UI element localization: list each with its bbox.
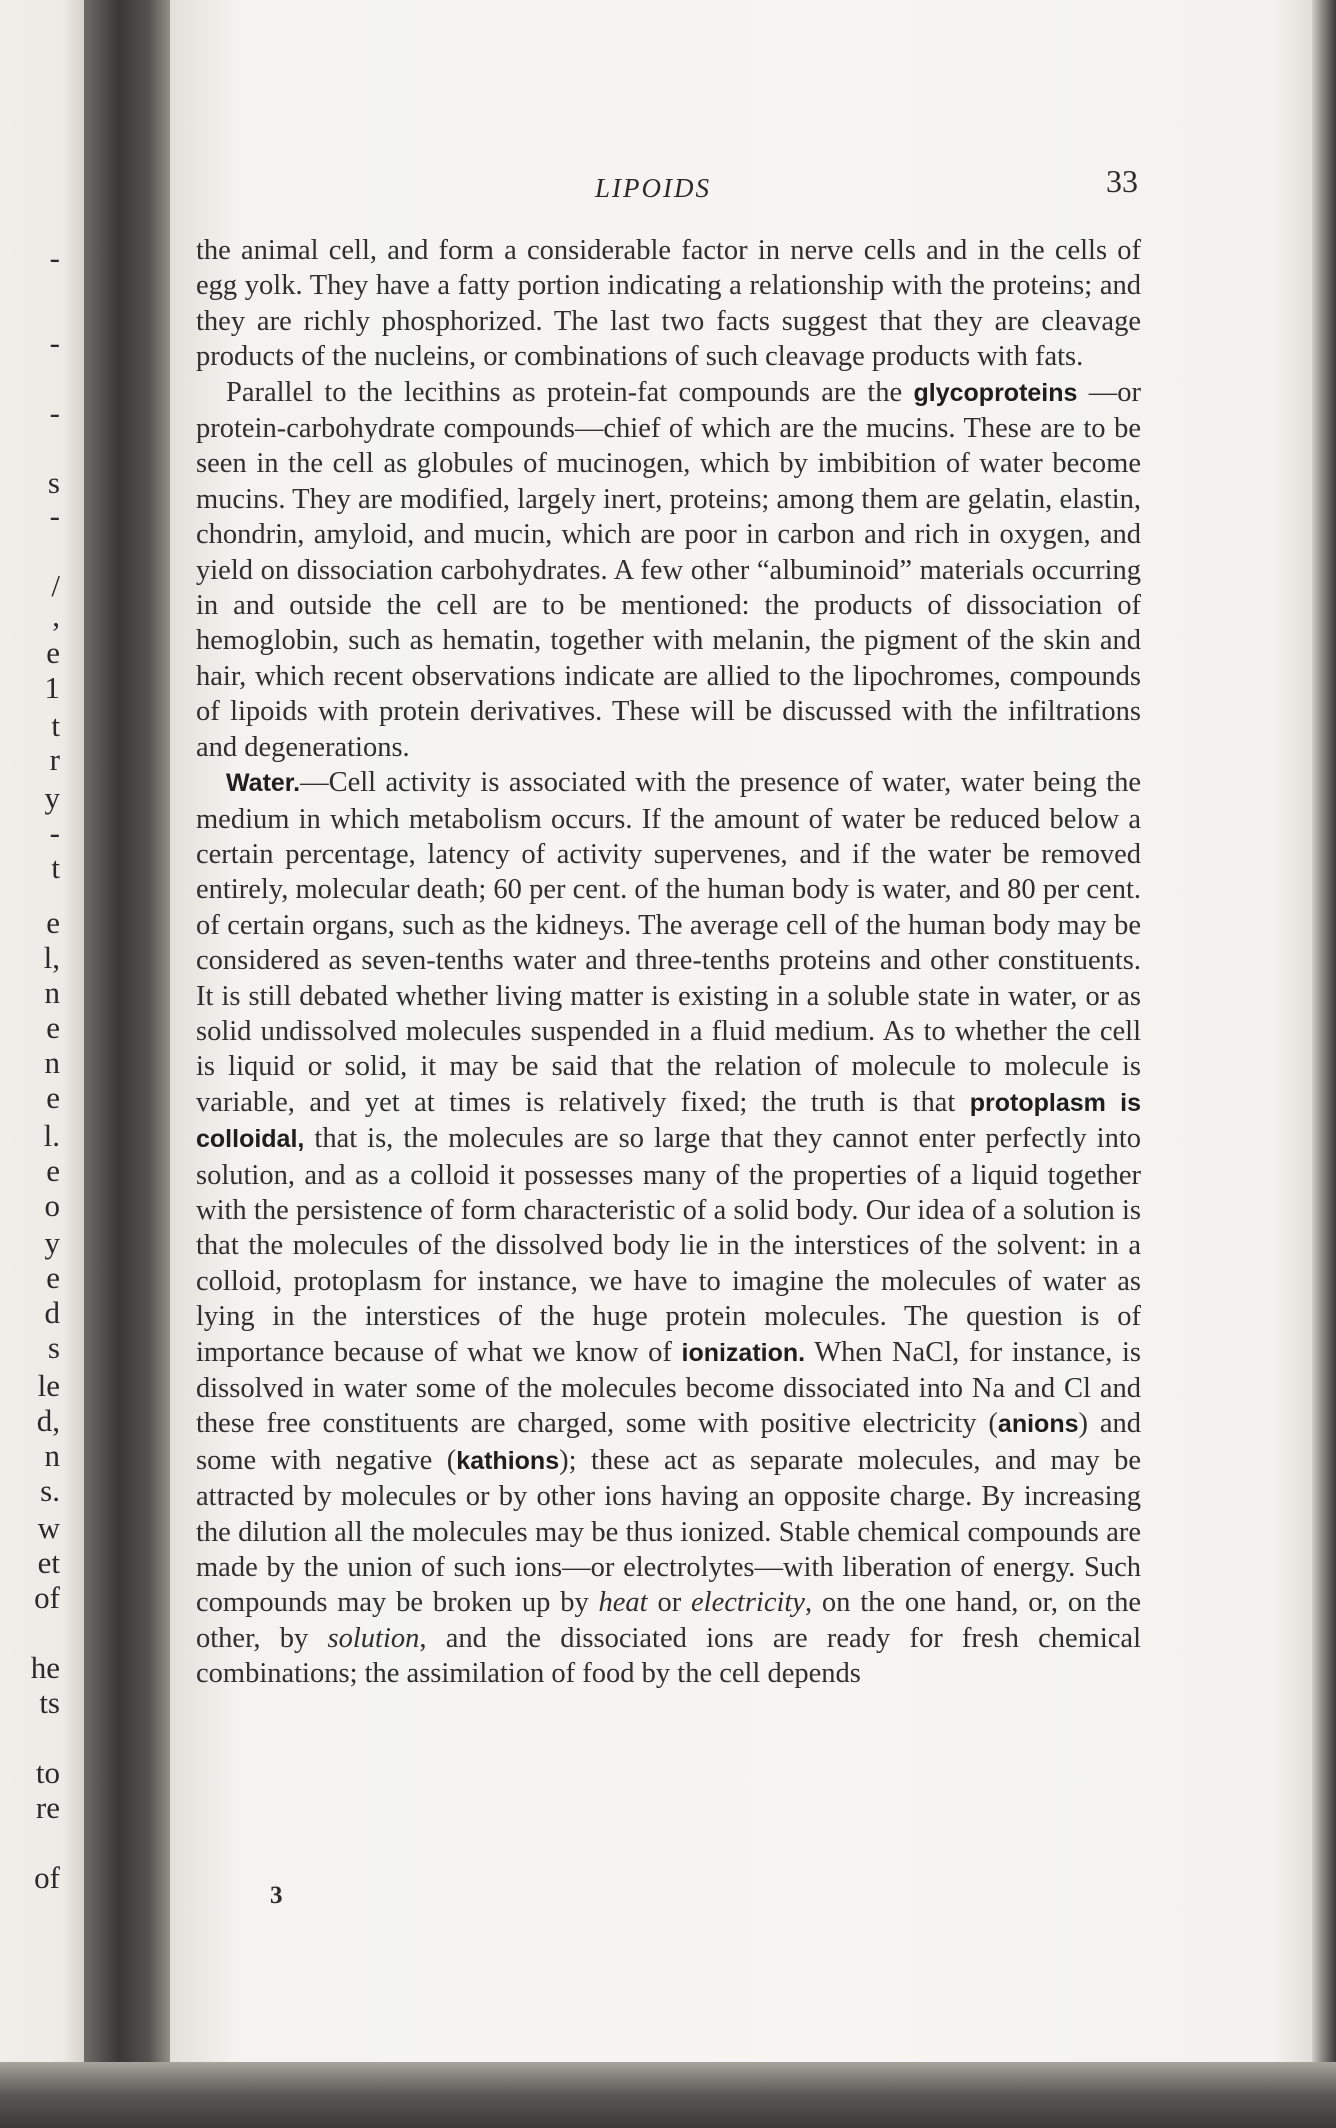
previous-page-fragment: n <box>44 1045 60 1080</box>
paragraph-3-text-f: When NaCl, for instance, is dissolved in water some of the molecules become dissociated into Na and Cl and these free constituents are charged, some with positive electricity ( <box>196 1336 1141 1440</box>
body-text <box>196 233 1141 1692</box>
previous-page-fragment: y <box>44 780 60 815</box>
previous-page-fragment: l, <box>43 940 60 975</box>
previous-page-fragment: / <box>51 568 60 603</box>
running-head: LIPOIDS <box>595 173 711 203</box>
page-right-edge <box>1312 0 1336 2128</box>
paragraph-2 <box>196 375 1141 765</box>
previous-page-fragment: - <box>49 240 60 275</box>
previous-page-fragment: re <box>35 1790 60 1825</box>
paragraph-3-text-j: ); these act as separate molecules, and may be attracted by molecules or by other ions having an opposite charge. By increasing the dilution all the molecules may be thus ionized. Stable chemical compounds are made by the union of such ions—or electrolytes—with liberation of energy. Such compounds may be broken up by <box>196 1444 1141 1619</box>
previous-page-fragment: 1 <box>44 670 60 705</box>
previous-page-fragment: s <box>47 465 60 500</box>
previous-page-fragment: y <box>44 1225 60 1260</box>
previous-page-fragment: - <box>49 815 60 850</box>
term-electricity: electricity <box>691 1587 805 1619</box>
paragraph-3-text-p: , and the dissociated ions are ready for fresh chemical combinations; the assimilation of food by the cell depends <box>196 1622 1142 1690</box>
term-ionization: ionization. <box>681 1338 806 1367</box>
paragraph-3-text-l: or <box>647 1587 692 1619</box>
previous-page-fragment: o <box>44 1188 60 1223</box>
previous-page-fragment: - <box>49 498 60 533</box>
previous-page-fragment: of <box>34 1580 60 1615</box>
previous-page-fragment: e <box>46 1080 60 1115</box>
previous-page-fragment: e <box>46 905 60 940</box>
previous-page-fragment: d, <box>36 1403 60 1438</box>
page-number: 33 <box>1106 163 1138 199</box>
previous-page-fragment: l. <box>43 1118 60 1153</box>
scan-bottom-edge <box>0 2062 1336 2128</box>
paragraph-2-text-c: —or protein-carbohydrate compounds—chief of which are the mucins. These are to be seen in the cell as globules of mucinogen, which by imbibition of water become mucins. They are modified, largely inert, proteins; among them are gelatin, elastin, chondrin, amyloid, and mucin, which are poor in carbon and rich in oxygen, and yield on dissociation carbohydrates. A few other “albuminoid” materials occurring in and outside the cell are to be mentioned: the products of dissociation of hemoglobin, such as hematin, together with melanin, the pigment of the skin and hair, which recent observations indicate are allied to the lipochromes, compounds of lipoids with protein derivatives. These will be discussed with the infiltrations and degenerations. <box>196 376 1141 763</box>
signature-mark: 3 <box>270 1882 283 1909</box>
paragraph-3-text-n: , on the one hand, or, on the other, by <box>196 1587 1141 1654</box>
previous-page-fragment: e <box>46 1010 60 1045</box>
previous-page-fragment: w <box>37 1510 60 1545</box>
term-solution: solution <box>327 1622 420 1654</box>
previous-page-fragment: e <box>46 1153 60 1188</box>
previous-page-fragment: r <box>49 742 60 777</box>
paragraph-3-text-b: —Cell activity is associated with the presence of water, water being the medium in which metabolism occurs. If the amount of water be reduced below a certain percentage, latency of activity supervenes, and if the water be removed entirely, molecular death; 60 per cent. of the human body is water, and 80 per cent. of certain organs, such as the kidneys. The average cell of the human body may be considered as seven-tenths water and three-tenths proteins and other constituents. It is still debated whether living matter is existing in a soluble state in water, or as solid undissolved molecules suspended in a fluid medium. As to whether the cell is liquid or solid, it may be said that the relation of molecule to molecule is variable, and yet at times is relatively fixed; the truth is that <box>196 767 1141 1118</box>
previous-page-fragment: n <box>44 1438 60 1473</box>
previous-page-fragment: t <box>51 850 60 885</box>
term-glycoproteins: glycoproteins <box>913 378 1078 407</box>
previous-page-fragment: t <box>51 708 60 743</box>
previous-page-fragment: le <box>37 1368 60 1403</box>
previous-page-fragment: s. <box>40 1473 60 1508</box>
previous-page-fragment: of <box>34 1860 60 1895</box>
paragraph-3-text-h: ) and some with negative ( <box>196 1408 1142 1476</box>
paragraph-2-text-a: Parallel to the lecithins as protein-fat compounds are the <box>226 376 914 408</box>
previous-page-fragment: s <box>47 1330 60 1365</box>
previous-page-fragment: e <box>46 1260 60 1295</box>
previous-page-fragment: et <box>37 1545 60 1580</box>
previous-page-fragment: - <box>49 325 60 360</box>
previous-page-fragment: n <box>44 975 60 1010</box>
previous-page-fragment: d <box>44 1295 60 1330</box>
term-protoplasm-colloidal: protoplasm is colloidal, <box>196 1088 1141 1154</box>
previous-page-fragment: to <box>35 1755 60 1790</box>
book-gutter-shadow <box>84 0 184 2128</box>
previous-page-margin-fragments <box>0 0 70 2128</box>
term-heat: heat <box>598 1587 648 1619</box>
heading-water: Water. <box>226 769 301 798</box>
previous-page-fragment: , <box>52 598 60 633</box>
previous-page-fragment: he <box>30 1650 60 1685</box>
previous-page-fragment: - <box>49 395 60 430</box>
term-anions: anions <box>997 1410 1079 1439</box>
term-kathions: kathions <box>456 1446 560 1475</box>
previous-page-fragment: ts <box>39 1685 60 1720</box>
paragraph-3-text-d: that is, the molecules are so large that they cannot enter perfectly into solution, and as a colloid it possesses many of the properties of a liquid together with the persistence of form characteristic of a solid body. Our idea of a solution is that the molecules of the dissolved body lie in the interstices of the solvent: in a colloid, protoplasm for instance, we have to imagine the molecules of water as lying in the interstices of the huge protein molecules. The question is of importance because of what we know of <box>196 1123 1141 1368</box>
previous-page-fragment: e <box>46 635 60 670</box>
paragraph-3 <box>196 765 1141 1692</box>
paragraph-1 <box>196 233 1141 375</box>
paragraph-1-text: the animal cell, and form a considerable factor in nerve cells and in the cells of egg yolk. They have a fatty portion indicating a relationship with the proteins; and they are richly phosphorized. The last two facts suggest that they are cleavage products of the nucleins, or combinations of such cleavage products with fats. <box>196 235 1141 373</box>
